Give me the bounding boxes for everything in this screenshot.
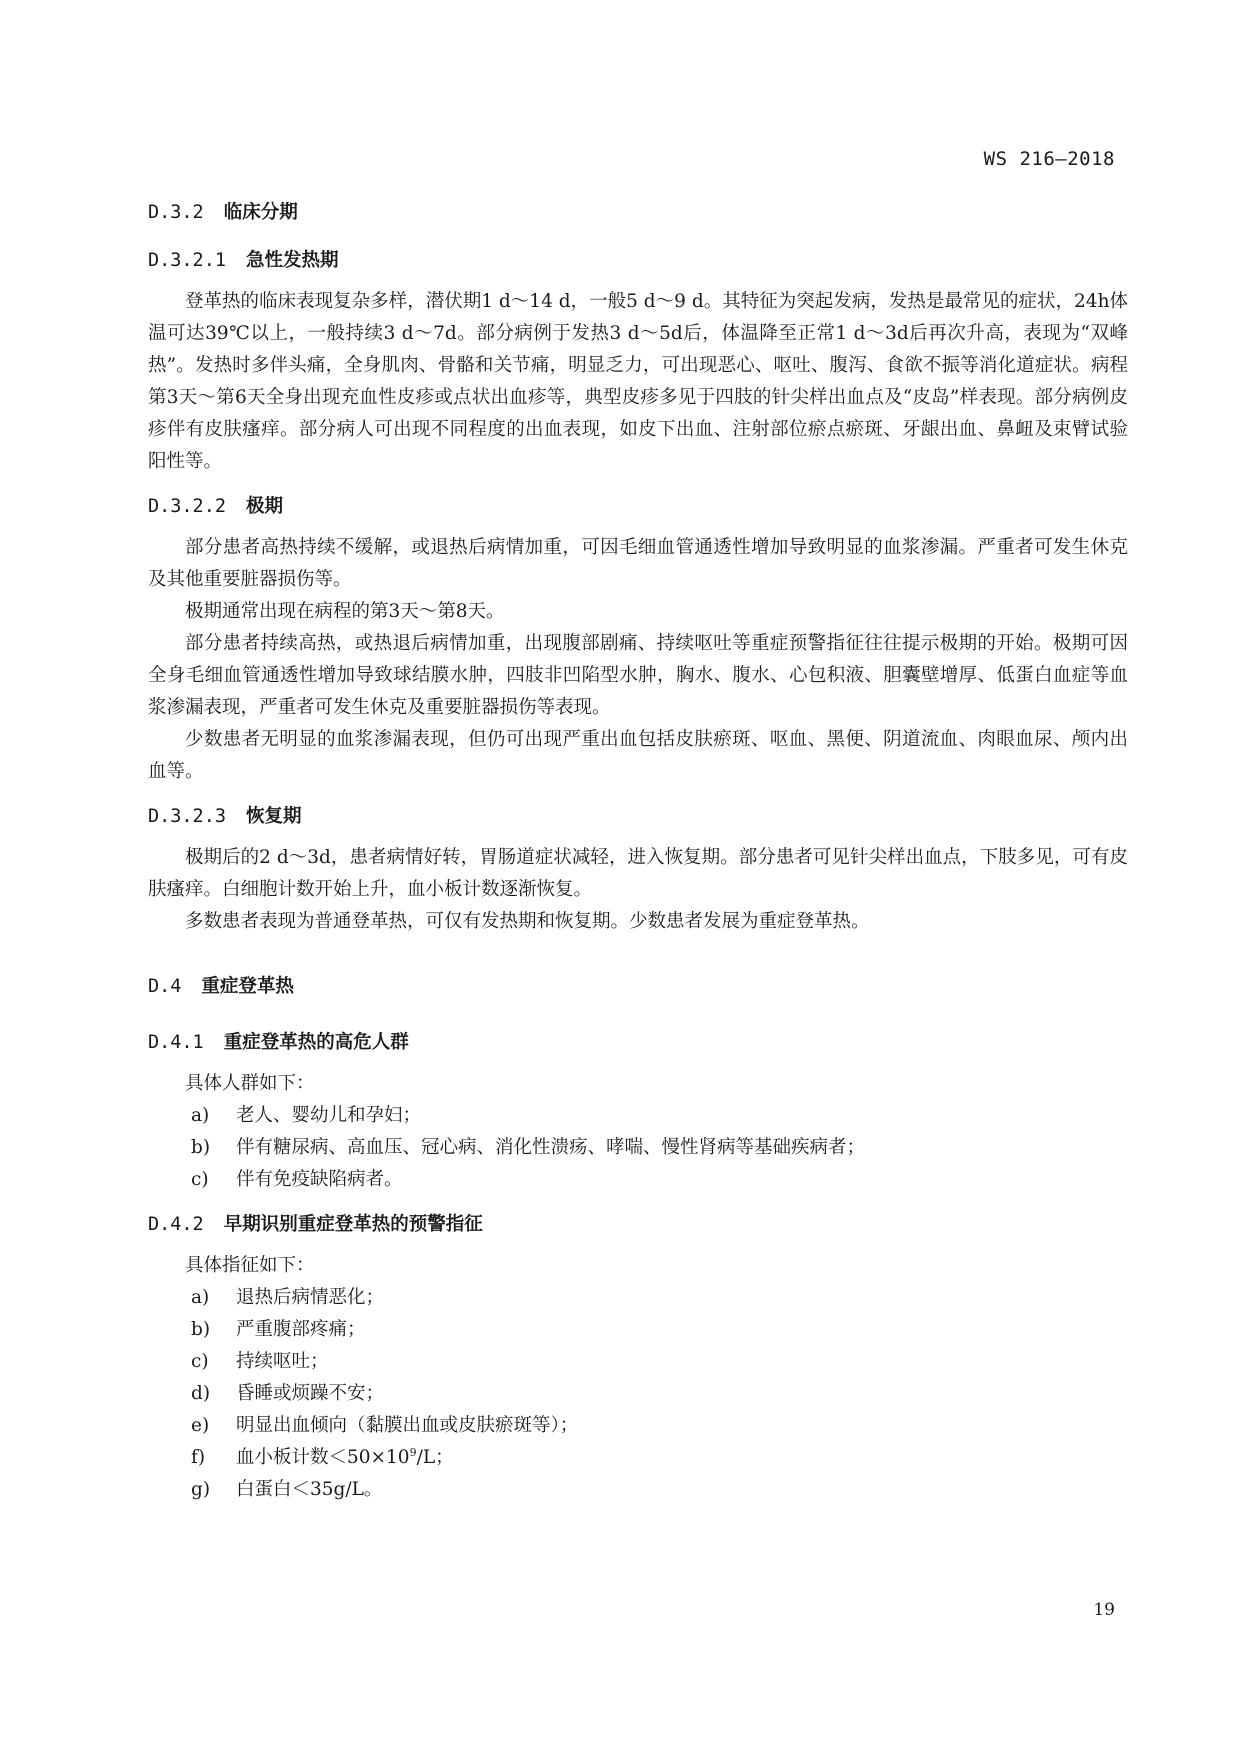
list-item <box>148 1442 1128 1474</box>
section-number: D.4.2 <box>148 1214 204 1235</box>
list-text: 伴有糖尿病、高血压、冠心病、消化性溃疡、哮喘、慢性肾病等基础疾病者； <box>236 1137 866 1158</box>
section-title: 急性发热期 <box>245 250 339 271</box>
list-marker: e) <box>191 1415 210 1436</box>
section-title: 重症登革热 <box>201 976 294 997</box>
paragraph: 极期后的2 d～3d，患者病情好转，胃肠道症状减轻，进入恢复期。部分患者可见针尖样出血点，下肢多见，可有皮肤瘙痒。白细胞计数开始上升，血小板计数逐渐恢复。 <box>148 847 1128 900</box>
paragraph: 少数患者无明显的血浆渗漏表现，但仍可出现严重出血包括皮肤瘀斑、呕血、黑便、阴道流血、肉眼血尿、颅内出血等。 <box>148 729 1128 782</box>
section-title: 早期识别重症登革热的预警指征 <box>223 1214 483 1235</box>
paragraph: 部分患者高热持续不缓解，或退热后病情加重，可因毛细血管通透性增加导致明显的血浆渗漏。严重者可发生休克及其他重要脏器损伤等。 <box>148 537 1128 590</box>
section-number: D.4.1 <box>148 1032 204 1053</box>
list-intro: 具体人群如下： <box>185 1073 315 1094</box>
list-item <box>148 1132 1128 1164</box>
section-number: D.3.2.2 <box>148 496 226 517</box>
section-number: D.3.2.1 <box>148 250 226 271</box>
list-item <box>148 1100 1128 1132</box>
list-item <box>148 1314 1128 1346</box>
superscript-exponent: 9 <box>409 1445 417 1459</box>
list-item <box>148 1164 1128 1196</box>
list-text: 退热后病情恶化； <box>236 1287 385 1308</box>
list-text-unit: /L； <box>416 1447 454 1468</box>
list-marker: f) <box>191 1447 206 1468</box>
list-text: 昏睡或烦躁不安； <box>236 1383 385 1404</box>
page-content <box>148 198 1128 1506</box>
list-marker: c) <box>191 1169 209 1190</box>
list-marker: g) <box>191 1479 211 1500</box>
paragraph: 极期通常出现在病程的第3天～第8天。 <box>185 601 505 622</box>
section-title: 恢复期 <box>245 806 302 827</box>
list-text: 伴有免疫缺陷病者。 <box>236 1169 403 1190</box>
list-marker: a) <box>191 1105 210 1126</box>
list-item <box>148 1410 1128 1442</box>
document-code: WS 216—2018 <box>983 148 1115 170</box>
list-marker: b) <box>191 1319 211 1340</box>
section-title: 重症登革热的高危人群 <box>223 1032 409 1053</box>
section-number: D.3.2.3 <box>148 806 226 827</box>
list-text: 老人、婴幼儿和孕妇； <box>236 1105 422 1126</box>
list-text: 严重腹部疼痛； <box>236 1319 366 1340</box>
section-title: 临床分期 <box>223 202 298 223</box>
section-title: 极期 <box>245 496 283 517</box>
section-heading-d42 <box>148 1210 1128 1236</box>
list-marker: c) <box>191 1351 209 1372</box>
page-number: 19 <box>1093 1600 1115 1620</box>
section-heading-d322 <box>148 492 1128 518</box>
section-heading-d323 <box>148 802 1128 828</box>
list-item <box>148 1474 1128 1506</box>
paragraph: 部分患者持续高热，或热退后病情加重，出现腹部剧痛、持续呕吐等重症预警指征往往提示极期的开始。极期可因全身毛细血管通透性增加导致球结膜水肿，四肢非凹陷型水肿，胸水、腹水、心包积液、胆囊壁增厚、低蛋白血症等血浆渗漏表现，严重者可发生休克及重要脏器损伤等表现。 <box>148 633 1128 718</box>
paragraph: 多数患者表现为普通登革热，可仅有发热期和恢复期。少数患者发展为重症登革热。 <box>185 911 870 932</box>
list-item <box>148 1282 1128 1314</box>
section-heading-d32 <box>148 198 1128 224</box>
list-item <box>148 1378 1128 1410</box>
list-text: 持续呕吐； <box>236 1351 329 1372</box>
section-number: D.4 <box>148 976 182 997</box>
list-text: 明显出血倾向（黏膜出血或皮肤瘀斑等）； <box>236 1415 579 1436</box>
list-intro: 具体指征如下： <box>185 1255 315 1276</box>
list-marker: b) <box>191 1137 211 1158</box>
section-number: D.3.2 <box>148 202 204 223</box>
paragraph: 登革热的临床表现复杂多样，潜伏期1 d～14 d，一般5 d～9 d。其特征为突起发病，发热是最常见的症状，24h体温可达39℃以上，一般持续3 d～7d。部分病例于发热3 d～5d后，体温降至正常1 d～3d后再次升高，表现为“双峰热”。发热时多伴头痛，全身肌肉、骨骼和关节痛，明显乏力，可出现恶心、呕吐、腹泻、食欲不振等消化道症状。病程第3天～第6天全身出现充血性皮疹或点状出血疹等，典型皮疹多见于四肢的针尖样出血点及“皮岛”样表现。部分病例皮疹伴有皮肤瘙痒。部分病人可出现不同程度的出血表现，如皮下出血、注射部位瘀点瘀斑、牙龈出血、鼻衄及束臂试验阳性等。 <box>148 291 1128 472</box>
section-heading-d41 <box>148 1028 1128 1054</box>
list-marker: d) <box>191 1383 211 1404</box>
section-heading-d321 <box>148 246 1128 272</box>
list-item <box>148 1346 1128 1378</box>
list-text-main: 血小板计数＜50×10 <box>236 1447 410 1468</box>
section-heading-d4 <box>148 972 1128 998</box>
list-text: 白蛋白＜35g/L。 <box>236 1479 383 1500</box>
list-text <box>236 1442 454 1474</box>
list-marker: a) <box>191 1287 210 1308</box>
